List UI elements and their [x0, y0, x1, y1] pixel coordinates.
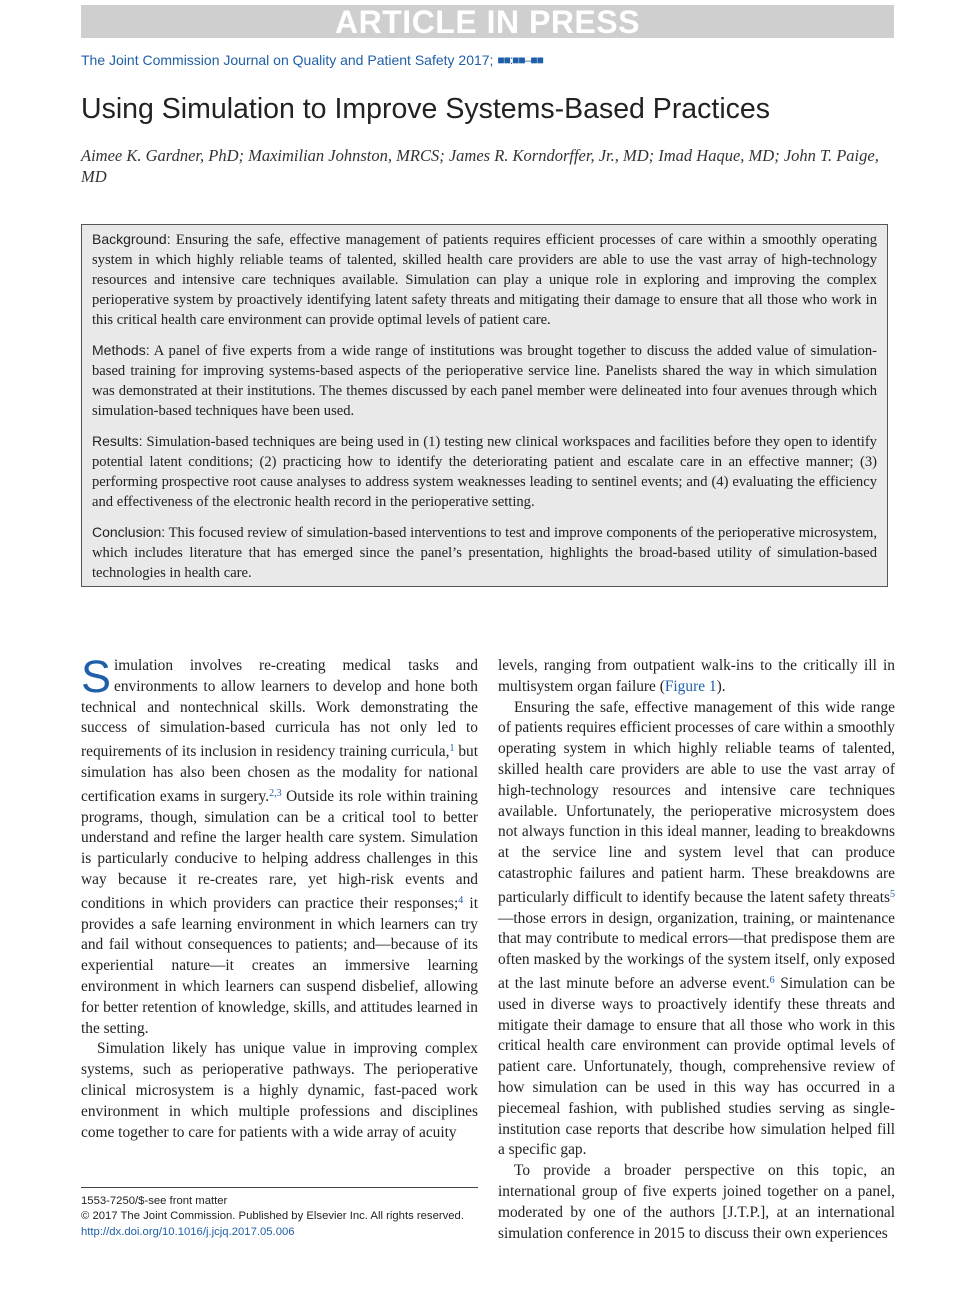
- body-column-left: [81, 651, 478, 1143]
- conclusion-text: This focused review of simulation-based interventions to test and improve components of the perioperative microsystem, which includes literature that has emerged since the panel’s presentation, highlights the broad-based utility of simulation-based technologies in health care.: [92, 525, 877, 581]
- paragraph: Simulation likely has unique value in improving complex systems, such as perioperative pathways. The perioperative clinical microsystem is a highly dynamic, fast-paced work environment in which multiple professions and disciplines come together to care for patients with a wide array of acuity: [81, 1040, 478, 1141]
- footnote-divider: [81, 1187, 478, 1188]
- paragraph-text: it provides a safe learning environment in which learners can try and fail without consequences to patients; and—because of its experiential nature—it creates an immersive learning environment in which learners can suspend disbelief, allowing for better retention of knowledge, skills, and attitudes learned in the setting.: [81, 894, 478, 1037]
- paragraph-text: but simulation has also been chosen as the modality for national certification exams in surgery.: [81, 743, 478, 805]
- paragraph-text: Simulation can be used in diverse ways to proactively identify these threats and mitigate their damage to ensure that all those who work in this critical health care environment can provide optimal levels of patient care. Unfortunately, though, comprehensive review of how simulation can be used in this way has occurred in a piecemeal fashion, with published studies serving as single-institution case reports that describe how simulation helped fill a specific gap.: [498, 974, 896, 1159]
- author-list: Aimee K. Gardner, PhD; Maximilian Johnston, MRCS; James R. Korndorffer, Jr., MD; Imad Haque, MD; John T. Paige, MD: [81, 146, 879, 186]
- paragraph-text: ).: [716, 677, 726, 695]
- body-column-right: [498, 656, 895, 1244]
- article-in-press-banner: ARTICLE IN PRESS: [81, 5, 894, 38]
- results-label: Results:: [92, 433, 143, 449]
- methods-label: Methods:: [92, 342, 150, 358]
- background-label: Background:: [92, 231, 171, 247]
- abstract-results: [92, 431, 877, 512]
- journal-citation: [81, 52, 543, 68]
- doi-link[interactable]: http://dx.doi.org/10.1016/j.jcjq.2017.05.006: [81, 1225, 295, 1238]
- citation-link[interactable]: 4: [458, 894, 464, 906]
- paragraph-text: levels, ranging from outpatient walk-ins to the critically ill in multisystem organ failure (: [498, 657, 895, 695]
- abstract-box: [81, 224, 888, 587]
- conclusion-label: Conclusion:: [92, 524, 166, 540]
- figure-link[interactable]: Figure 1: [664, 677, 717, 695]
- article-title: Using Simulation to Improve Systems-Based Practices: [81, 93, 771, 125]
- page-range-placeholder: ■■:■■–■■: [497, 53, 543, 67]
- drop-cap: S: [81, 651, 112, 702]
- paragraph-text: imulation involves re-creating medical tasks and environments to allow learners to develop and hone both technical and nontechnical skills. Work demonstrating the success of simulation-based curricula has not only led to requirements of its inclusion in residency training curricula,: [81, 657, 478, 761]
- abstract-methods: [92, 340, 877, 421]
- citation-link[interactable]: 2,3: [269, 787, 282, 799]
- journal-name: The Joint Commission Journal on Quality and Patient Safety 2017;: [81, 52, 494, 68]
- paragraph-text: Ensuring the safe, effective management of this wide range of patients requires efficient processes of care within a smoothly operating system in which highly reliable teams of talented, skilled health care providers are able to use the vast array of high-technology resources and intensive care techniques available. Unfortunately, the perioperative microsystem does not always function in this ideal manner, leading to breakdowns at the service line and system level that can produce catastrophic failures and patient harm. These breakdowns are particularly difficult to identify because the latent safety threats: [498, 698, 895, 906]
- paragraph: [81, 651, 478, 1039]
- citation-link[interactable]: 6: [769, 974, 775, 986]
- footer-block: [81, 1194, 464, 1240]
- paragraph-text: Outside its role within training programs, though, simulation can be a critical tool to better understand and refine the larger health care system. Simulation is particularly conducive to helping address challenges in this way because it re-creates rare, yet high-risk events and conditions in which providers can practice their responses;: [81, 787, 478, 912]
- results-text: Simulation-based techniques are being used in (1) testing new clinical workspaces and facilities before they open to identify potential latent conditions; (2) practicing how to identify the deteriorating patient and escalate care in an effective manner; (3) performing prospective root cause analyses to address system weaknesses leading to sentinel events; and (4) evaluating the efficiency and effectiveness of the electronic health record in the perioperative setting.: [92, 434, 877, 510]
- citation-link[interactable]: 1: [449, 743, 455, 755]
- paragraph-text: —those errors in design, organization, training, or maintenance that may contribute to medical errors—that predispose them are often masked by the workings of the system itself, only exposed at the last minute before an adverse event.: [498, 909, 895, 992]
- paragraph: [498, 698, 895, 1162]
- copyright-line: © 2017 The Joint Commission. Published by Elsevier Inc. All rights reserved.: [81, 1210, 464, 1223]
- paragraph: [498, 656, 895, 698]
- background-text: Ensuring the safe, effective management of patients requires efficient processes of care within a smoothly operating system in which highly reliable teams of talented, skilled health care providers are able to use the vast array of high-technology resources and intensive care techniques available. Simulation can play a unique role in exploring and improving the complex perioperative system by proactively identifying latent safety threats and mitigating their damage to ensure that all those who work in this critical health care environment can provide optimal levels of patient care.: [92, 232, 877, 328]
- methods-text: A panel of five experts from a wide range of institutions was brought together to discuss the added value of simulation-based training for improving systems-based aspects of the perioperative service line. Panelists shared the way in which simulation was demonstrated at their institutions. The themes discussed by each panel member were delineated into four avenues through which simulation-based techniques have been used.: [92, 343, 878, 419]
- abstract-conclusion: [92, 522, 877, 583]
- paragraph: To provide a broader perspective on this topic, an international group of five experts joined together on a panel, moderated by one of the authors [J.T.P.], at an international simulation conference in 2015 to discuss their own experiences: [498, 1162, 895, 1242]
- abstract-background: [92, 229, 877, 330]
- citation-link[interactable]: 5: [890, 888, 895, 900]
- issn-line: 1553-7250/$-see front matter: [81, 1195, 228, 1207]
